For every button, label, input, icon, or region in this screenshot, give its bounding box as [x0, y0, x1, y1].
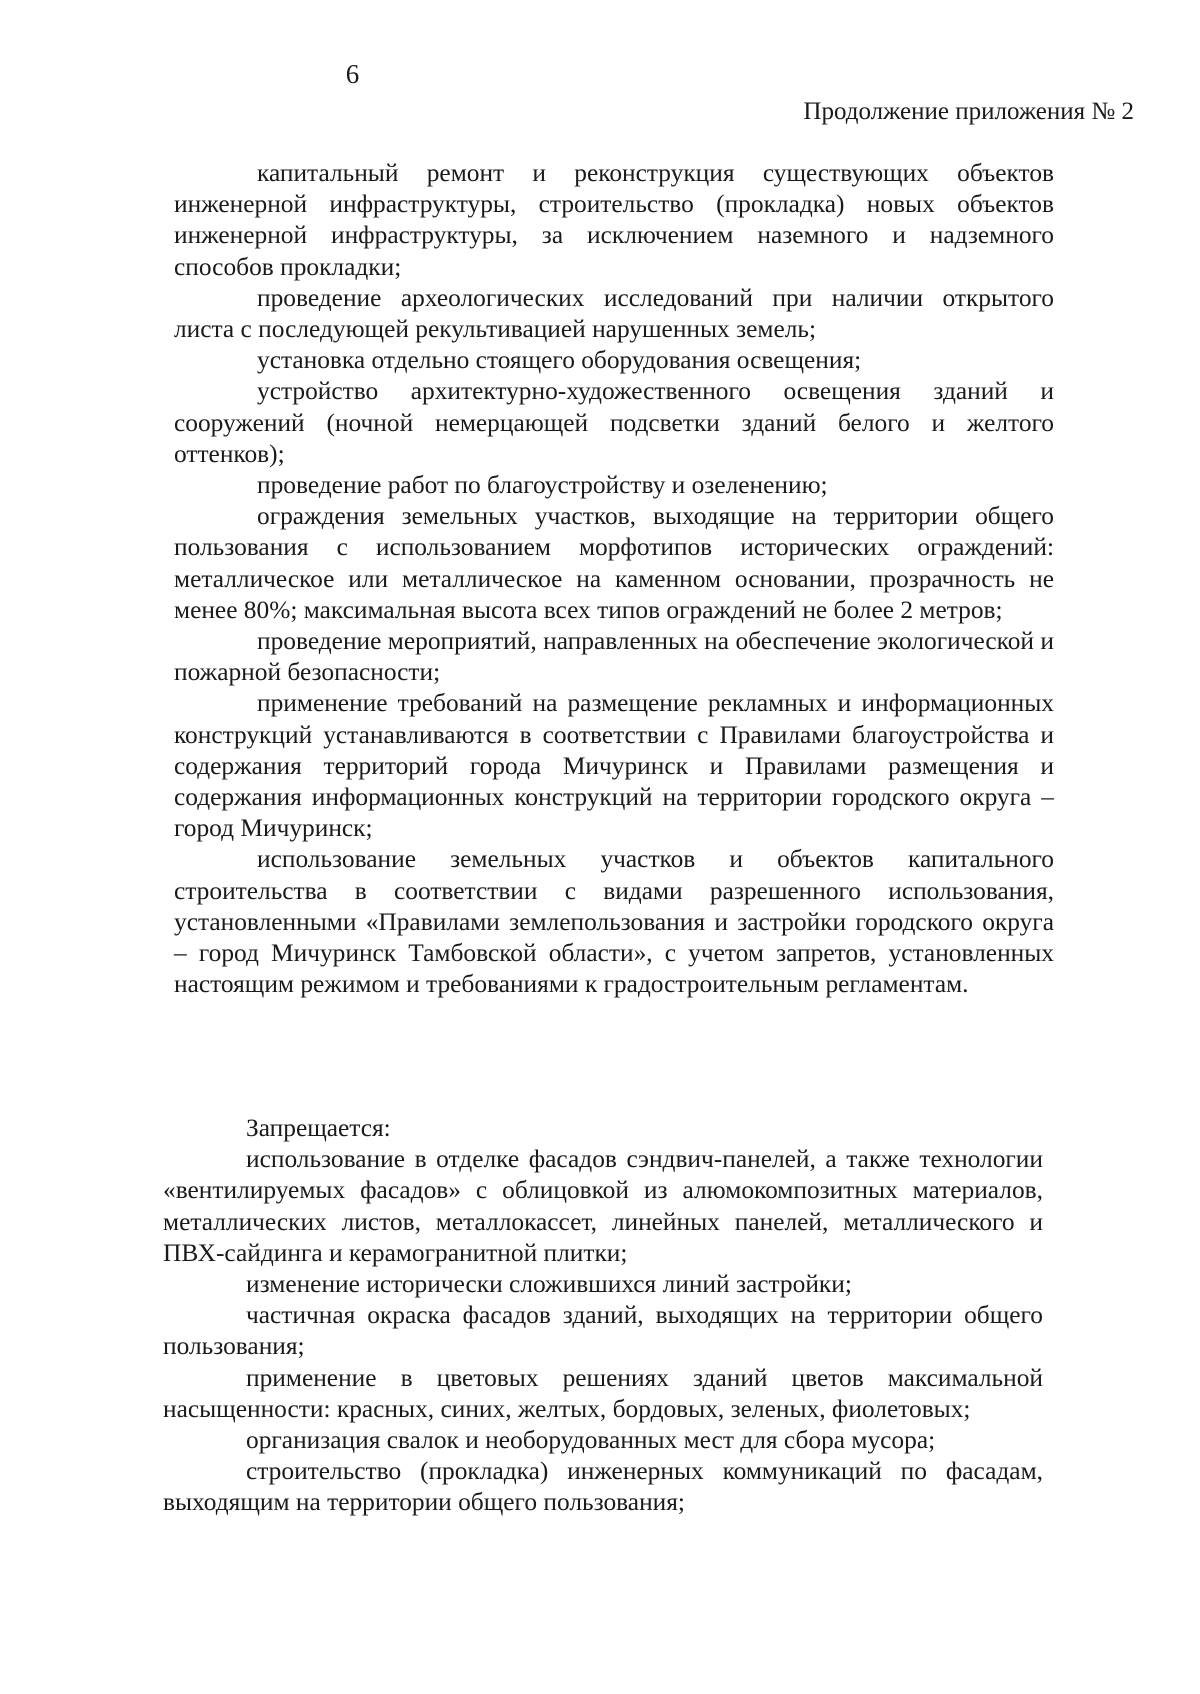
prohibited-item: применение в цветовых решениях зданий цветов максимальной насыщенности: красных, синих, желтых, бордовых, зеленых, фиолетовых;: [163, 1363, 1043, 1423]
prohibited-item: строительство (прокладка) инженерных коммуникаций по фасадам, выходящим на территории общего пользования;: [163, 1457, 1043, 1517]
page-number: 6: [345, 59, 360, 89]
permitted-item: проведение археологических исследований при наличии открытого листа с последующей рекультивацией нарушенных земель;: [174, 283, 1054, 344]
permitted-item: устройство архитектурно-художественного освещения зданий и сооружений (ночной немерцающей подсветки зданий белого и желтого оттенков);: [174, 377, 1054, 468]
permitted-item: проведение мероприятий, направленных на обеспечение экологической и пожарной безопасности;: [174, 627, 1054, 687]
prohibited-item: частичная окраска фасадов зданий, выходящих на территории общего пользования;: [163, 1301, 1043, 1361]
permitted-item: установка отдельно стоящего оборудования освещения;: [257, 346, 862, 375]
prohibited-item: организация свалок и необорудованных мест для сбора мусора;: [246, 1426, 936, 1455]
permitted-item: капитальный ремонт и реконструкция существующих объектов инженерной инфраструктуры, строительство (прокладка) новых объектов инженерной инфраструктуры, за исключением наземного и надземного способов прокладки;: [174, 159, 1054, 281]
permitted-item: проведение работ по благоустройству и озеленению;: [257, 471, 828, 500]
permitted-item: использование земельных участков и объектов капитального строительства в соответствии с видами разрешенного использования, установленными «Правилами землепользования и застройки городского округа – город Мичуринск Тамбовской области», с учетом запретов, установленных настоящим режимом и требованиями к градостроительным регламентам.: [174, 845, 1054, 999]
page-number-row: [0, 58, 1200, 90]
prohibited-item: изменение исторически сложившихся линий застройки;: [246, 1270, 852, 1299]
permitted-item: ограждения земельных участков, выходящие на территории общего пользования с использованием морфотипов исторических ограждений: металлическое или металлическое на каменном основании, прозрачность не менее 80%; максимальная высота всех типов ограждений не более 2 метров;: [174, 502, 1054, 624]
appendix-continuation-label: Продолжение приложения № 2: [803, 98, 1134, 125]
permitted-item: применение требований на размещение рекламных и информационных конструкций устанавливаются в соответствии с Правилами благоустройства и содержания территорий города Мичуринск и Правилами размещения и содержания информационных конструкций на территории городского округа – город Мичуринск;: [174, 689, 1054, 843]
prohibited-item: использование в отделке фасадов сэндвич-панелей, а также технологии «вентилируемых фасадов» с облицовкой из алюмокомпозитных материалов, металлических листов, металлокассет, линейных панелей, металлического и ПВХ-сайдинга и керамогранитной плитки;: [163, 1145, 1043, 1267]
prohibited-heading: Запрещается:: [246, 1114, 391, 1142]
prohibited-section: [163, 1113, 1043, 1519]
permitted-activities-list: [174, 158, 1054, 1000]
